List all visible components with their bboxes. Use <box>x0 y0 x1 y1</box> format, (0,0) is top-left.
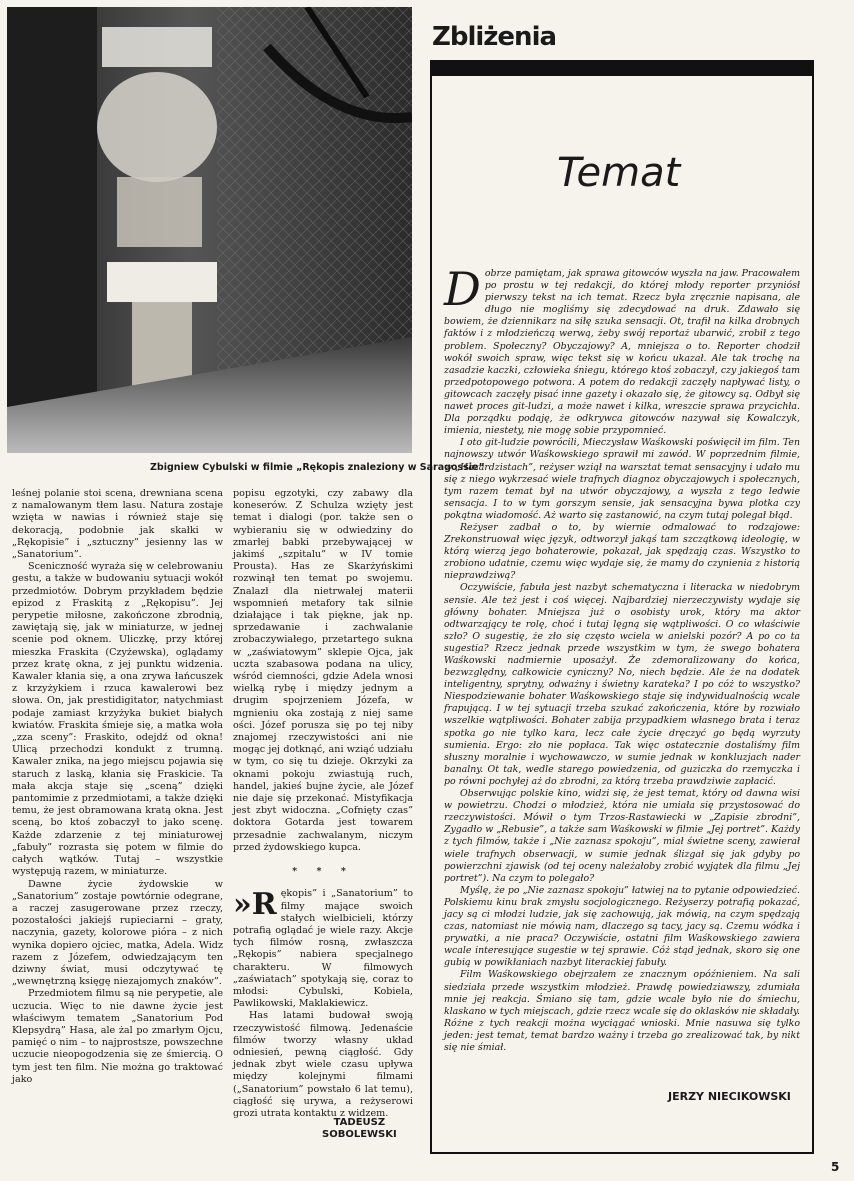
left-article-author <box>322 1117 397 1141</box>
photo-image <box>7 7 412 453</box>
author-last-name: SOBOLEWSKI <box>322 1129 397 1140</box>
paragraph: Oczywiście, fabuła jest nazbyt schematyczna i literacka w niedobrym sensie. Ale też jest i coś więcej. Najbardziej nierzeczywisty wydaje się główny bohater. Mniejsza już o osobisty urok, który ma aktor odtwarzający te rolę, choć i tutaj lęgną się wątpliwości. O co właściwie szło? O sugestię, że zło się często wciela w anielski pozór? A po co ta sugestia? Rzecz jednak przede wszystkim w tym, że swego bohatera Waśkowski nadmiernie uposażył. Że zdemoralizowany do końca, bezwzględny, całkowicie cyniczny? No, niech będzie. Ale że na dodatek inteligentny, sprytny, odważny i świetny karateka? I po cóż to wszystko? Niespodziewanie bohater Waśkowskiego staje się indywidualnością wcale frapującą. I w tej sytuacji trzeba szukać zakończenia, które by rozwiało wszelkie wątpliwości. Bohater zabija przypadkiem własnego brata i teraz spotka go nie tylko kara, lecz całe życie dręczyć go będą wyrzuty sumienia. Ergo: zło nie popłaca. Tak więc ostatecznie dostaliśmy film słuszny moralnie i wychowawczo, w sumie jednak w konkluzjach nader banalny. Ot tak, wedle starego powiedzenia, od guziczka do rzemyczka i po równi pochyłej aż do zbrodni, za którą trzeba prawdziwie zapłacić. <box>444 582 800 787</box>
paragraph: popisu egzotyki, czy zabawy dla koneserów. Z Schulza wzięty jest temat i dialogi (por. także sen o wybieraniu się w odwiedziny do zmarłej babki przebywającej w jakimś „szpitalu” w IV tomie Prousta). Has ze Skarżyńskimi rozwinął ten temat po swojemu. Znalazł dla nietrwałej materii wspomnień metafory tak silnie działające i tak piękne, jak np. sprzedawanie i zachwalanie zrobaczywiałego, przetartego sukna w „zaświatowym” sklepie Ojca, jak uczta szabasowa podana na ulicy, wśród ciemności, gdzie Adela wnosi wielką rybę i między jednym a drugim spojrzeniem Józefa, w mgnieniu oka zostają z niej same ości. Józef porusza się po tej niby znajomej rzeczywistości ani nie mogąc jej dotknąć, ani wziąć udziału w tym, co się tu dzieje. Okrzyki za oknami pokoju zwiastują ruch, handel, jakieś bujne życie, ale Józef nie daje się przekonać. Mistyfikacja jest zbyt widoczna. „Cofnięty czas” doktora Gotarda jest towarem przesadnie zachwalanym, niczym przed żydowskiego kupca. <box>233 488 413 853</box>
right-article-column <box>444 262 800 1054</box>
paragraph <box>233 888 413 1010</box>
left-article-column-2 <box>233 488 413 1120</box>
section-divider-stars: * * * <box>292 866 354 878</box>
paragraph: I oto git-ludzie powrócili, Mieczysław Waśkowski poświęcił im film. Ten najnowszy utwór Waśkowskiego sprawił mi zawód. W poprzednim filmie, w „Hazardzistach”, reżyser wziął na warsztat temat sensacyjny i udało mu się z niego wykrzesać wiele trafnych diagnoz obyczajowych i społecznych, tym razem temat był na utwór obyczajowy, a wyszła z tego ledwie sensacja. I to w tym gorszym sensie, jak sensacyjna bywa plotka czy pokątna wiadomość. Aż warto się zastanowić, na czym tutaj polegał błąd. <box>444 437 800 521</box>
paragraph <box>444 262 800 437</box>
article-title: Temat <box>557 150 681 196</box>
left-article-column-1 <box>12 488 223 1086</box>
film-still-photo <box>7 7 412 453</box>
paragraph: Film Waśkowskiego obejrzałem ze znacznym opóźnieniem. Na sali siedziała przede wszystkim młodzież. Prawdę powiedziawszy, zdumiała mnie jej reakcja. Śmiano się tam, gdzie wcale było nie do śmiechu, klaskano w tych miejscach, gdzie rzecz wcale się do oklasków nie składały. Różne z tych reakcji można wyciągać wnioski. Mnie nasuwa się tylko jeden: jest temat, temat bardzo ważny i trzeba go zrealizować tak, by nikt się nie śmiał. <box>444 969 800 1053</box>
paragraph-text: ękopis” i „Sanatorium” to filmy mające swoich stałych wielbicieli, którzy potrafią oglądać je wiele razy. Akcje tych filmów rosną, zwłaszcza „Rękopis” nabiera specjalnego charakteru. W filmowych „zaświatach” spotykają się, coraz to młodsi: Cybulski, Kobiela, Pawlikowski, Maklakiewicz. <box>233 888 413 1010</box>
paragraph: Reżyser zadbał o to, by wiernie odmalować to rodzajowe: Zrekonstruował więc język, odtworzył jakąś tam szczątkową ideologię, w którą wierzą jego bohaterowie, pokazał, jak spędzają czas. Wszystko to zrobiono udatnie, czemu więc wydaje się, że mamy do czynienia z historią nieprawdziwą? <box>444 521 800 582</box>
paragraph: Dawne życie żydowskie w „Sanatorium” zostaje powtórnie odegrane, a raczej zasugerowane przez rzeczy, pozostałości jakiejś rupieciarni – graty, naczynia, gazety, kolorowe pióra – z nich wynika dopiero ojciec, matka, Adela. Widz razem z Józefem, odwiedzającym ten dziwny świat, musi odczytywać tę „wewnętrzną księgę niezajomych znaków”. <box>12 878 223 988</box>
paragraph: leśnej polanie stoi scena, drewniana scena z namalowanym tłem lasu. Natura zostaje wzięta w nawias i również staje się dekoracją, podobnie jak skałki w „Rękopisie” i „sztuczny” jesienny las w „Sanatorium”. <box>12 488 223 561</box>
drop-cap: D <box>444 262 481 316</box>
r-lead-initial: »R <box>233 887 277 923</box>
frame-top-bar <box>432 62 812 76</box>
paragraph: Przedmiotem filmu są nie perypetie, ale uczucia. Więc to nie dawne życie jest właściwym tematem „Sanatorium Pod Klepsydrą” Hasa, ale żal po zmarłym Ojcu, pamięć o nim – to najprostsze, powszechne uczucie nieopogodzenia się ze śmiercią. O tym jest ten film. Nie można go traktować jako <box>12 988 223 1085</box>
right-article-author: JERZY NIECIKOWSKI <box>668 1090 791 1103</box>
page-number: 5 <box>831 1160 840 1174</box>
paragraph: Myślę, że po „Nie zaznasz spokoju” łatwiej na to pytanie odpowiedzieć. Polskiemu kinu brak zmysłu socjologicznego. Reżyserzy potrafią pokazać, jacy są ci młodzi ludzie, jak się zachowują, jak mówią, na czym spędzają czas, natomiast nie mówią nam, dlaczego są tacy, jacy są. Czemu wódka i prywatki, a nie praca? Oczywiście, ostatni film Waśkowskiego zawiera wcale interesujące sugestie w tej sprawie. Cóż stąd jednak, skoro się one gubią w powikłaniach nazbyt literackiej fabuły. <box>444 884 800 969</box>
paragraph: Obserwując polskie kino, widzi się, że jest temat, który od dawna wisi w powietrzu. Chodzi o młodzież, która nie umiała się przystosować do rzeczywistości. Mówił o tym Trzos-Rastawiecki w „Zapisie zbrodni”, Zygadło w „Rebusie”, a także sam Waśkowski w filmie „Jej portret”. Każdy z tych filmów, także i „Nie zaznasz spokoju”, miał świetne sceny, zawierał wiele trafnych obserwacji, w sumie jednak ślizgał się jak gdyby po powierzchni zjawisk (od tej oceny należałoby zrobić wyjątek dla filmu „Jej portret”). Na czym to polegało? <box>444 788 800 884</box>
photo-caption: Zbigniew Cybulski w filmie „Rękopis znaleziony w Saragossie” <box>150 462 485 473</box>
paragraph: Sceniczność wyraża się w celebrowaniu gestu, a także w budowaniu sytuacji wokół przedmiotów. Dobrym przykładem będzie epizod z Fraskitą z „Rękopisu”. Jej perypetie miłosne, zakończone zbrodnią, zawiętają się, jak w miniaturze, w jednej scenie pod oknem. Uliczkę, przy której mieszka Fraskita (Czyżewska), oglądamy przez kratę okna, z jej punktu widzenia. Kawaler kłania się, a ona zrywa łańcuszek z krzyżykiem i rzuca kawalerowi bez słowa. On, jak prestidigitator, natychmiast podaje zamiast krzyżyka bukiet białych kwiatów. Fraskita śmieje się, a matka woła „zza sceny”: Fraskito, odejdź od okna! Ulicą przechodzi kondukt z trumną. Kawaler znika, na jego miejscu pojawia się staruch z laską, kłania się Fraskicie. Ta mała akcja staje się „sceną” dzięki pantomimie z przedmiotami, a także dzięki temu, że jest obramowana kratą okna. Jest sceną, bo ktoś zobaczył to jako scenę. Każde zdarzenie z tej miniaturowej „fabuły” rozrasta się potem w filmie do całych wątków. Tutaj – wszystkie występują razem, w miniaturze. <box>12 561 223 878</box>
paragraph: Has latami budował swoją rzeczywistość filmową. Jedenaście filmów tworzy własny układ odniesień, pewną ciągłość. Gdy jednak zbyt wiele czasu upływa między kolejnymi filmami („Sanatorium” powstało 6 lat temu), ciągłość się urywa, a reżyserowi grozi utrata kontaktu z widzem. <box>233 1010 413 1119</box>
section-title: Zbliżenia <box>432 22 557 52</box>
author-first-name: TADEUSZ <box>333 1117 386 1128</box>
paragraph-text: obrze pamiętam, jak sprawa gitowców wyszła na jaw. Pracowałem po prostu w tej redakcji, do której młody reporter przyniósł pierwszy tekst na ich temat. Rzecz była zręcznie napisana, ale długo nie mogliśmy się zdecydować na druk. Zdawało się bowiem, że dziennikarz na siłę szuka sensacji. Ot, trafił na kilka drobnych faktów i z młodzieńczą werwą, żeby swój reportaż ubarwić, zrobił z tego problem. Społeczny? Obyczajowy? A, mniejsza o to. Reporter chodził wokół swoich spraw, więc tekst się w końcu ukazał. Ale tak trochę na zasadzie kaczki, człowieka śniegu, którego ktoś zobaczył, czy jakiegoś tam przedpotopowego potwora. A potem do redakcji zaczęły napływać listy, o gitowcach zaczęły pisać inne gazety i okazało się, że gitowcy są. Odbył się nawet proces git-ludzi, a może nawet i kilka, wreszcie sprawa przycichła. Dla porządku podaję, że odkrywca gitowców nazywał się Kowalczyk, imienia, niestety, nie mogę sobie przypomnieć. <box>444 268 800 437</box>
